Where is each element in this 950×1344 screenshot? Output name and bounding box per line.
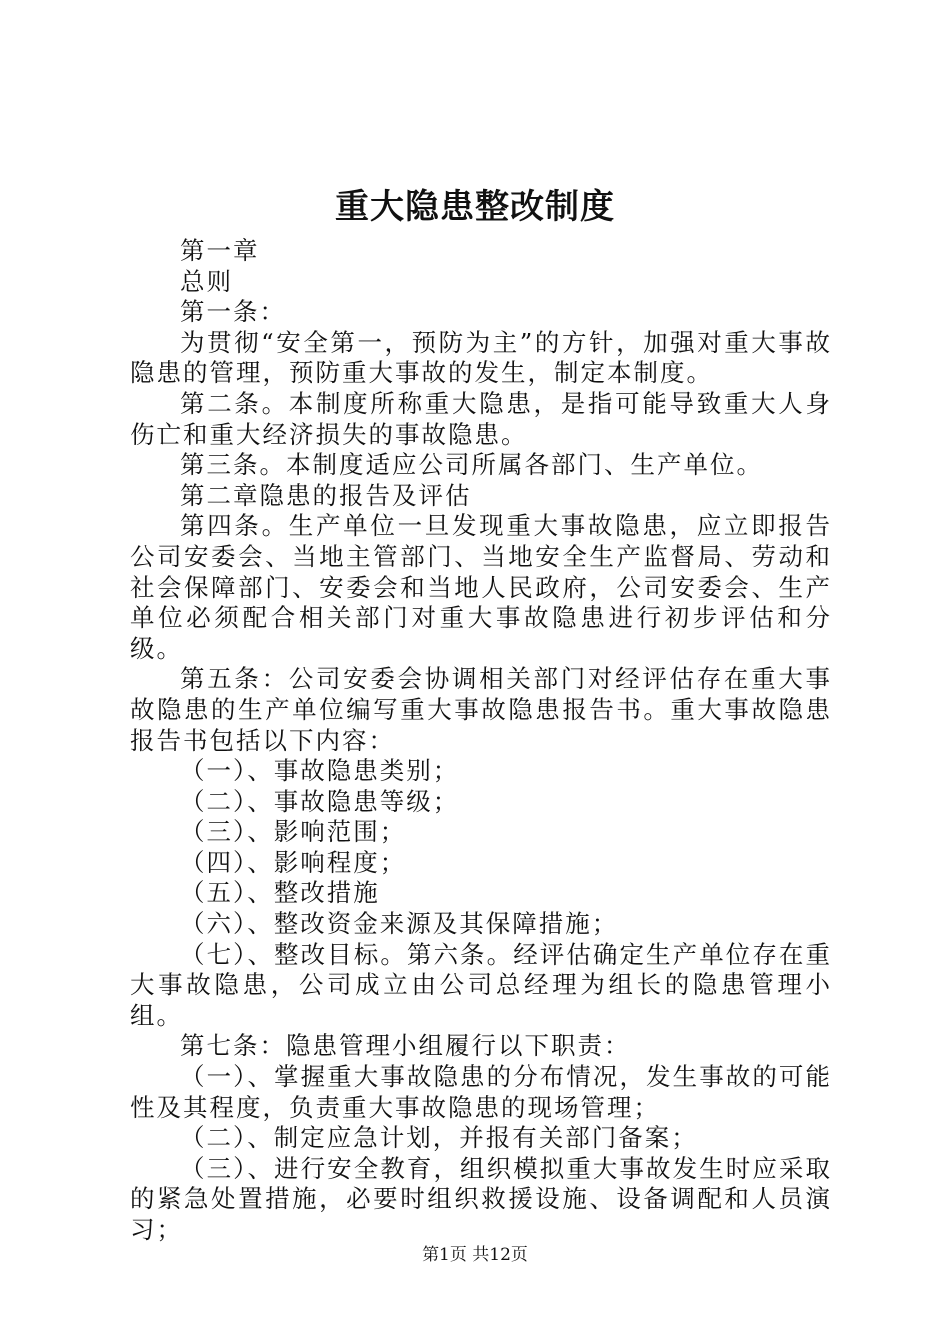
paragraph: 第五条：公司安委会协调相关部门对经评估存在重大事故隐患的生产单位编写重大事故隐患报告书。重大事故隐患报告书包括以下内容： [130,664,832,755]
document-title: 重大隐患整改制度 [335,187,615,227]
paragraph: 为贯彻“安全第一，预防为主”的方针，加强对重大事故隐患的管理，预防重大事故的发生，制定本制度。 [130,327,832,388]
list-item: （六）、整改资金来源及其保障措施； [180,909,619,939]
paragraph: 第四条。生产单位一旦发现重大事故隐患，应立即报告公司安委会、当地主管部门、当地安全生产监督局、劳动和社会保障部门、安委会和当地人民政府，公司安委会、生产单位必须配合相关部门对重大事故隐患进行初步评估和分级。 [130,511,832,663]
list-item: （五）、整改措施 [180,878,380,908]
list-item: （二）、制定应急计划，并报有关部门备案； [180,1123,698,1153]
paragraph: 第二条。本制度所称重大隐患，是指可能导致重大人身伤亡和重大经济损失的事故隐患。 [130,388,832,449]
list-item: （一）、掌握重大事故隐患的分布情况，发生事故的可能性及其程度，负责重大事故隐患的现场管理； [130,1062,832,1122]
list-item: （一）、事故隐患类别； [180,756,460,786]
page-footer: 第1页 共12页 [422,1245,528,1265]
list-item: （三）、进行安全教育，组织模拟重大事故发生时应采取的紧急处置措施，必要时组织救援设施、设备调配和人员演习； [130,1153,832,1244]
list-item: （二）、事故隐患等级； [180,786,460,816]
list-item: （四）、影响程度； [180,847,407,877]
list-item: （三）、影响范围； [180,817,407,847]
paragraph: 第三条。本制度适应公司所属各部门、生产单位。 [180,450,763,480]
paragraph: 第七条：隐患管理小组履行以下职责： [180,1031,631,1061]
chapter-heading: 第二章隐患的报告及评估 [180,480,472,510]
list-item: （七）、整改目标。第六条。经评估确定生产单位存在重大事故隐患，公司成立由公司总经理为组长的隐患管理小组。 [130,939,832,1030]
article-heading: 第一条： [180,297,286,327]
chapter-heading: 第一章 [180,236,260,265]
chapter-subtitle: 总则 [180,266,233,296]
document-body [130,236,832,1246]
